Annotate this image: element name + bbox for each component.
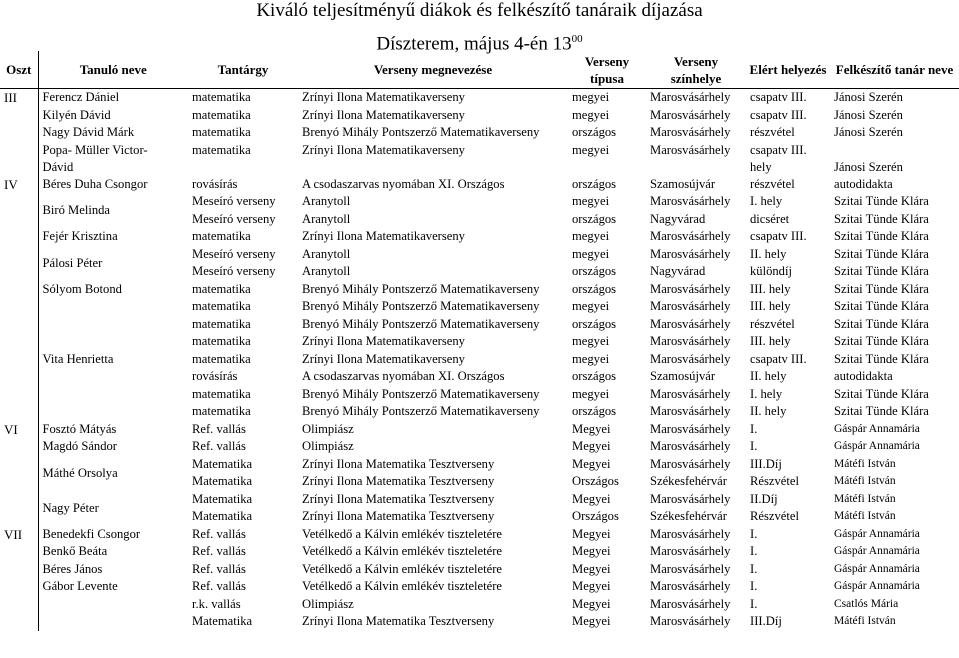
result-cell: I.	[750, 526, 758, 541]
place-cell: Marosvásárhely	[650, 491, 731, 506]
contest-cell: Zrínyi Ilona Matematika Tesztverseny	[302, 474, 495, 489]
subject-cell: matematika	[192, 404, 251, 419]
type-cell: megyei	[572, 334, 610, 349]
result-cell: különdíj	[750, 264, 792, 279]
place-cell: Marosvásárhely	[650, 90, 731, 105]
type-cell: Megyei	[572, 421, 611, 436]
contest-cell: Aranytoll	[302, 246, 351, 261]
subject-cell: Ref. vallás	[192, 544, 246, 559]
subject-cell: Meseíró verseny	[192, 246, 276, 261]
result-cell	[746, 142, 830, 176]
class-cell: VI	[0, 421, 38, 526]
type-cell: megyei	[572, 246, 610, 261]
awards-table-body	[0, 89, 959, 631]
teacher-cell: Gáspár Annamária	[834, 545, 920, 558]
table-row	[0, 193, 959, 211]
teacher-cell: Szitai Tünde Klára	[834, 194, 929, 209]
result-cell: csapatv III.	[750, 229, 807, 244]
type-cell: Megyei	[572, 614, 611, 629]
type-cell: megyei	[572, 351, 610, 366]
type-cell: országos	[572, 211, 617, 226]
result-cell: dicséret	[750, 211, 790, 226]
teacher-cell: Szitai Tünde Klára	[834, 404, 929, 419]
place-cell: Marosvásárhely	[650, 299, 731, 314]
student-name-line2: Dávid	[42, 159, 74, 174]
result-cell: részvétel	[750, 316, 795, 331]
type-cell: Megyei	[572, 491, 611, 506]
result-cell: Részvétel	[750, 474, 799, 489]
teacher-cell: Jánosi Szerén	[834, 90, 903, 105]
awards-table	[0, 51, 959, 631]
student-name-cell: Ferencz Dániel	[42, 90, 120, 105]
table-row	[0, 351, 959, 369]
result-cell: I. hely	[750, 386, 783, 401]
type-cell: megyei	[572, 90, 610, 105]
result-cell: II. hely	[750, 246, 787, 261]
subject-cell: Ref. vallás	[192, 421, 246, 436]
contest-cell: Zrínyi Ilona Matematikaverseny	[302, 90, 465, 105]
student-name-cell	[38, 142, 188, 176]
subject-cell: matematika	[192, 386, 251, 401]
type-cell: országos	[572, 125, 617, 140]
col-header-type: Verseny típusa	[568, 51, 646, 89]
header-row	[0, 51, 959, 89]
subject-cell: matematika	[192, 334, 251, 349]
result-cell: I.	[750, 579, 758, 594]
type-cell: megyei	[572, 299, 610, 314]
contest-cell: Zrínyi Ilona Matematika Tesztverseny	[302, 491, 495, 506]
student-name-cell	[38, 596, 188, 631]
contest-cell: Zrínyi Ilona Matematika Tesztverseny	[302, 614, 495, 629]
student-name-cell: Nagy Dávid Márk	[42, 125, 135, 140]
table-row	[0, 456, 959, 474]
subject-cell: matematika	[192, 316, 251, 331]
contest-cell: Zrínyi Ilona Matematika Tesztverseny	[302, 509, 495, 524]
result-cell: I.	[750, 421, 758, 436]
type-cell: megyei	[572, 194, 610, 209]
result-cell: csapatv III.	[750, 90, 807, 105]
teacher-cell: Mátéfi István	[834, 475, 896, 488]
place-cell: Nagyvárad	[650, 264, 706, 279]
table-row	[0, 89, 959, 107]
contest-cell: Olimpiász	[302, 421, 354, 436]
type-cell: országos	[572, 316, 617, 331]
teacher-cell: Csatlós Mária	[834, 597, 899, 610]
subject-cell: Matematika	[192, 509, 253, 524]
subject-cell: Ref. vallás	[192, 579, 246, 594]
contest-cell: Zrínyi Ilona Matematikaverseny	[302, 229, 465, 244]
contest-cell: Brenyó Mihály Pontszerző Matematikaverseny	[302, 299, 540, 314]
subject-cell: matematika	[192, 281, 251, 296]
subject-cell: r.k. vallás	[192, 596, 241, 611]
result-cell: I.	[750, 544, 758, 559]
subject-cell: matematika	[192, 351, 251, 366]
result-cell: részvétel	[750, 176, 795, 191]
place-cell: Szamosújvár	[650, 176, 716, 191]
table-row	[0, 596, 959, 614]
place-cell: Marosvásárhely	[650, 579, 731, 594]
contest-cell: A csodaszarvas nyomában XI. Országos	[302, 176, 505, 191]
table-row	[0, 176, 959, 194]
type-cell: Megyei	[572, 561, 611, 576]
teacher-cell: Mátéfi István	[834, 510, 896, 523]
result-cell: Részvétel	[750, 509, 799, 524]
table-row	[0, 228, 959, 246]
table-row	[0, 561, 959, 579]
contest-cell: Zrínyi Ilona Matematikaverseny	[302, 142, 465, 157]
table-row	[0, 368, 959, 386]
subject-cell: Ref. vallás	[192, 439, 246, 454]
place-cell: Marosvásárhely	[650, 421, 731, 436]
subject-cell: matematika	[192, 229, 251, 244]
teacher-cell: Szitai Tünde Klára	[834, 246, 929, 261]
result-cell: I.	[750, 561, 758, 576]
result-cell: II. hely	[750, 369, 787, 384]
subject-cell: Ref. vallás	[192, 526, 246, 541]
place-cell: Marosvásárhely	[650, 351, 731, 366]
place-cell: Marosvásárhely	[650, 544, 731, 559]
subject-cell: Matematika	[192, 456, 253, 471]
place-cell: Marosvásárhely	[650, 456, 731, 471]
subject-cell: rovásírás	[192, 176, 238, 191]
type-cell: országos	[572, 264, 617, 279]
contest-cell: Vetélkedő a Kálvin emlékév tiszteletére	[302, 526, 503, 541]
teacher-cell: Mátéfi István	[834, 457, 896, 470]
subject-cell: matematika	[192, 107, 251, 122]
student-name-cell: Gábor Levente	[42, 579, 118, 594]
table-row	[0, 107, 959, 125]
col-header-name: Tanuló neve	[38, 51, 188, 89]
type-cell: országos	[572, 404, 617, 419]
result-cell: csapatv III.	[750, 107, 807, 122]
contest-cell: Brenyó Mihály Pontszerző Matematikaverseny	[302, 281, 540, 296]
teacher-cell: Szitai Tünde Klára	[834, 229, 929, 244]
type-cell: megyei	[572, 386, 610, 401]
col-header-subject: Tantárgy	[188, 51, 298, 89]
type-cell: országos	[572, 369, 617, 384]
result-cell: II.Díj	[750, 491, 778, 506]
type-cell: Megyei	[572, 439, 611, 454]
table-row	[0, 438, 959, 456]
teacher-cell: Szitai Tünde Klára	[834, 264, 929, 279]
student-name-cell: Magdó Sándor	[42, 439, 118, 454]
page-title: Kiváló teljesítményű diákok és felkészítő tanáraik díjazása	[256, 0, 703, 21]
teacher-cell: autodidakta	[834, 369, 893, 384]
place-cell: Marosvásárhely	[650, 142, 731, 157]
teacher-cell: Gáspár Annamária	[834, 580, 920, 593]
table-row	[0, 526, 959, 544]
table-row	[0, 298, 959, 316]
contest-cell: Aranytoll	[302, 264, 351, 279]
result-cell: I.	[750, 439, 758, 454]
type-cell: országos	[572, 281, 617, 296]
teacher-cell: Jánosi Szerén	[834, 125, 903, 140]
contest-cell: Aranytoll	[302, 194, 351, 209]
teacher-cell: Szitai Tünde Klára	[834, 281, 929, 296]
student-name-cell: Fejér Krisztina	[42, 229, 118, 244]
contest-cell: Zrínyi Ilona Matematikaverseny	[302, 107, 465, 122]
student-name-cell: Fosztó Mátyás	[42, 421, 117, 436]
col-header-result: Elért helyezés	[746, 51, 830, 89]
type-cell: megyei	[572, 107, 610, 122]
table-row	[0, 543, 959, 561]
result-cell: III.Díj	[750, 456, 782, 471]
table-row	[0, 491, 959, 509]
place-cell: Szamosújvár	[650, 369, 716, 384]
student-name-cell: Vita Henrietta	[42, 351, 114, 366]
result-cell: II. hely	[750, 404, 787, 419]
place-cell: Marosvásárhely	[650, 246, 731, 261]
place-cell: Marosvásárhely	[650, 229, 731, 244]
result-cell: III.Díj	[750, 614, 782, 629]
table-row	[0, 578, 959, 596]
subject-cell: Matematika	[192, 614, 253, 629]
contest-cell: Vetélkedő a Kálvin emlékév tiszteletére	[302, 544, 503, 559]
contest-cell: Zrínyi Ilona Matematikaverseny	[302, 334, 465, 349]
student-name-cell: Benkő Beáta	[42, 544, 108, 559]
student-name-line1: Popa- Müller Victor-	[42, 142, 148, 157]
subject-cell: matematika	[192, 142, 251, 157]
teacher-cell: Szitai Tünde Klára	[834, 299, 929, 314]
subject-cell: Meseíró verseny	[192, 211, 276, 226]
place-cell: Székesfehérvár	[650, 474, 727, 489]
subject-cell: Matematika	[192, 474, 253, 489]
type-cell: Országos	[572, 509, 619, 524]
result-cell: I.	[750, 596, 758, 611]
teacher-cell: Jánosi Szerén	[834, 107, 903, 122]
teacher-cell: Gáspár Annamária	[834, 422, 920, 435]
student-name-cell: Kilyén Dávid	[42, 107, 111, 122]
result-cell: csapatv III.	[750, 351, 807, 366]
subject-cell: Meseíró verseny	[192, 194, 276, 209]
subject-cell: Matematika	[192, 491, 253, 506]
place-cell: Marosvásárhely	[650, 316, 731, 331]
col-header-contest: Verseny megnevezése	[298, 51, 568, 89]
contest-cell: Brenyó Mihály Pontszerző Matematikaverseny	[302, 386, 540, 401]
student-name-cell: Biró Melinda	[42, 203, 111, 217]
contest-cell: Zrínyi Ilona Matematika Tesztverseny	[302, 456, 495, 471]
student-name-cell: Béres János	[42, 561, 103, 576]
contest-cell: Olimpiász	[302, 596, 354, 611]
type-cell: Megyei	[572, 596, 611, 611]
subtitle-text: Díszterem, május 4-én 13	[376, 33, 572, 55]
type-cell: Országos	[572, 474, 619, 489]
teacher-cell: Szitai Tünde Klára	[834, 334, 929, 349]
teacher-cell: Gáspár Annamária	[834, 527, 920, 540]
place-cell: Marosvásárhely	[650, 596, 731, 611]
contest-cell: Aranytoll	[302, 211, 351, 226]
contest-cell: Brenyó Mihály Pontszerző Matematikaverseny	[302, 404, 540, 419]
result-cell: részvétel	[750, 125, 795, 140]
contest-cell: Vetélkedő a Kálvin emlékév tiszteletére	[302, 561, 503, 576]
subject-cell: matematika	[192, 299, 251, 314]
subject-cell: Ref. vallás	[192, 561, 246, 576]
subject-cell: Meseíró verseny	[192, 264, 276, 279]
contest-cell: Brenyó Mihály Pontszerző Matematikaverseny	[302, 316, 540, 331]
place-cell: Marosvásárhely	[650, 614, 731, 629]
class-cell: IV	[0, 176, 38, 421]
table-row	[0, 246, 959, 264]
col-header-teacher: Felkészítő tanár neve	[830, 51, 959, 89]
student-name-cell	[38, 298, 188, 351]
result-cell: I. hely	[750, 194, 783, 209]
student-name-cell: Nagy Péter	[42, 500, 99, 515]
type-cell: Megyei	[572, 526, 611, 541]
type-cell: Megyei	[572, 579, 611, 594]
teacher-cell: Gáspár Annamária	[834, 440, 920, 453]
student-name-cell	[38, 368, 188, 421]
type-cell: megyei	[572, 229, 610, 244]
subject-cell: rovásírás	[192, 369, 238, 384]
teacher-cell: Mátéfi István	[834, 492, 896, 505]
type-cell: országos	[572, 176, 617, 191]
result-cell: III. hely	[750, 281, 791, 296]
contest-cell: Vetélkedő a Kálvin emlékév tiszteletére	[302, 579, 503, 594]
place-cell: Marosvásárhely	[650, 107, 731, 122]
table-row	[0, 421, 959, 439]
place-cell: Marosvásárhely	[650, 386, 731, 401]
student-name-cell: Béres Duha Csongor	[42, 176, 148, 191]
teacher-cell: autodidakta	[834, 176, 893, 191]
result-cell: III. hely	[750, 299, 791, 314]
table-row	[0, 142, 959, 176]
contest-cell: Olimpiász	[302, 439, 354, 454]
type-cell: megyei	[572, 142, 610, 157]
teacher-cell: Szitai Tünde Klára	[834, 386, 929, 401]
place-cell: Marosvásárhely	[650, 334, 731, 349]
place-cell: Marosvásárhely	[650, 281, 731, 296]
class-cell: VII	[0, 526, 38, 631]
teacher-cell: Szitai Tünde Klára	[834, 351, 929, 366]
subtitle-superscript: 00	[571, 33, 583, 45]
place-cell: Marosvásárhely	[650, 125, 731, 140]
place-cell: Marosvásárhely	[650, 404, 731, 419]
place-cell: Székesfehérvár	[650, 509, 727, 524]
teacher-cell: Szitai Tünde Klára	[834, 316, 929, 331]
place-cell: Marosvásárhely	[650, 439, 731, 454]
type-cell: Megyei	[572, 456, 611, 471]
place-cell: Marosvásárhely	[650, 526, 731, 541]
table-row	[0, 281, 959, 299]
teacher-cell: Jánosi Szerén	[834, 159, 903, 174]
class-cell: III	[0, 89, 38, 176]
table-row	[0, 124, 959, 142]
teacher-cell: Mátéfi István	[834, 615, 896, 628]
contest-cell: A csodaszarvas nyomában XI. Országos	[302, 369, 505, 384]
place-cell: Marosvásárhely	[650, 561, 731, 576]
student-name-cell: Máthé Orsolya	[42, 465, 118, 480]
result-line2: hely	[750, 159, 772, 174]
col-header-oszt: Oszt	[0, 51, 38, 89]
result-line1: csapatv III.	[750, 142, 807, 157]
contest-cell: Zrínyi Ilona Matematikaverseny	[302, 351, 465, 366]
contest-cell: Brenyó Mihály Pontszerző Matematikaverseny	[302, 125, 540, 140]
student-name-cell: Pálosi Péter	[42, 255, 103, 270]
place-cell: Nagyvárad	[650, 211, 706, 226]
result-cell: III. hely	[750, 334, 791, 349]
place-cell: Marosvásárhely	[650, 194, 731, 209]
teacher-cell: Szitai Tünde Klára	[834, 211, 929, 226]
type-cell: Megyei	[572, 544, 611, 559]
student-name-cell: Sólyom Botond	[42, 281, 122, 296]
student-name-cell: Benedekfi Csongor	[42, 526, 141, 541]
teacher-cell: Gáspár Annamária	[834, 562, 920, 575]
col-header-place: Verseny színhelye	[646, 51, 746, 89]
subject-cell: matematika	[192, 125, 251, 140]
subject-cell: matematika	[192, 90, 251, 105]
